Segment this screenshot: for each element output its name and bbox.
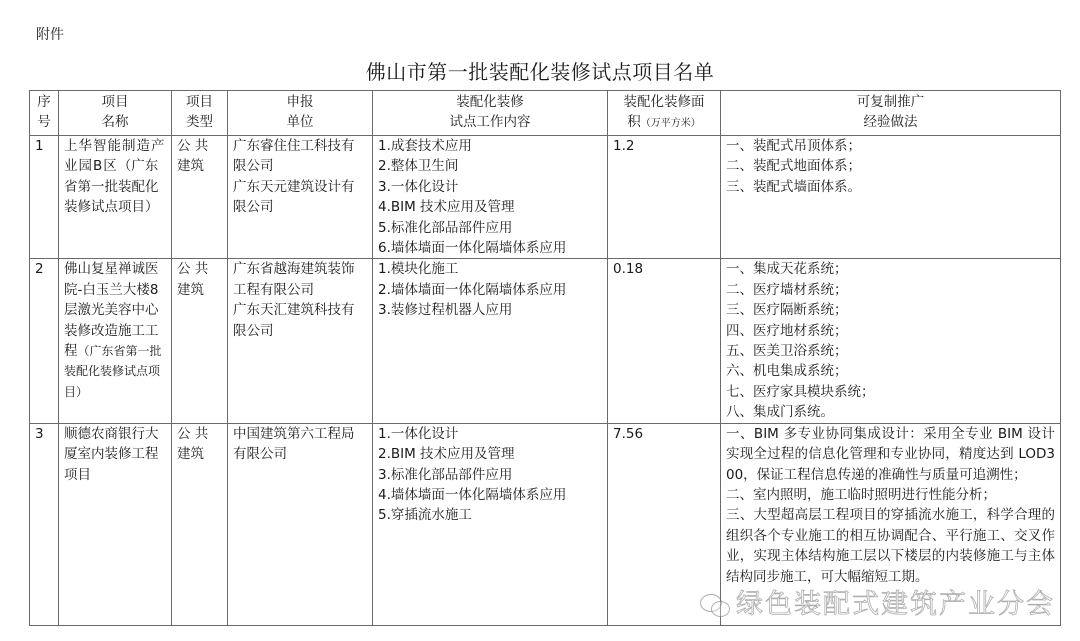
header-content [373,91,608,136]
cell-type [172,259,228,423]
header-type [172,91,228,136]
cell-units [228,259,373,423]
cell-seq: 2 [30,259,59,423]
header-type-line2: 类型 [186,114,213,130]
content-item: 3.标准化部品部件应用 [378,466,513,483]
project-name-note: （广东省第一批装配化装修试点项目） [64,158,159,216]
cell-name [59,423,172,625]
header-seq-line1: 序 [37,94,51,110]
header-content-line2: 试点工作内容 [449,114,531,130]
cell-content [373,136,608,259]
content-item: 1.一体化设计 [378,425,459,442]
content-item: 4.墙体墙面一体化隔墙体系应用 [378,486,567,503]
experience-item: 一、集成天花系统； [726,261,848,278]
unit-item: 中国建筑第六工程局有限公司 [233,425,355,463]
header-unit-line2: 单位 [286,114,314,130]
cell-type [172,136,228,259]
header-name-line2: 名称 [101,114,129,130]
cell-experience [721,136,1061,259]
header-experience [721,91,1061,136]
content-item: 5.标准化部品部件应用 [378,219,513,236]
content-item: 2.BIM 技术应用及管理 [378,446,515,463]
cell-name [59,136,172,259]
experience-item: 三、装配式墙面体系。 [726,178,861,195]
project-name-note: （广东省第一批装配化装修试点项目） [64,344,162,399]
experience-item: 四、医疗地材系统； [726,322,848,339]
header-area [608,91,721,136]
header-unit [228,91,373,136]
project-type: 公 共 建筑 [177,425,209,463]
cell-units [228,423,373,625]
document-title: 佛山市第一批装配化装修试点项目名单 [365,60,715,84]
table-row [30,423,1061,625]
content-item: 2.墙体墙面一体化隔墙体系应用 [378,281,567,298]
cell-seq: 3 [30,423,59,625]
experience-item: 二、室内照明，施工临时照明进行性能分析； [726,486,996,503]
unit-item: 广东省越海建筑装饰工程有限公司 [233,261,355,298]
experience-item: 八、集成门系统。 [726,404,834,421]
experience-item: 一、装配式吊顶体系； [726,138,861,154]
header-seq [30,91,59,136]
cell-content [373,259,608,423]
content-item: 2.整体卫生间 [378,158,459,175]
experience-item: 六、机电集成系统； [726,363,848,380]
header-name [59,91,172,136]
cell-type [172,423,228,625]
content-item: 3.装修过程机器人应用 [378,302,513,319]
experience-item: 五、医美卫浴系统； [726,343,848,360]
table-header-row [30,91,1061,136]
project-name: 顺德农商银行大厦室内装修工程项目 [64,425,159,483]
header-type-line1: 项目 [186,94,213,110]
content-item: 6.墙体墙面一体化隔墙体系应用 [378,240,567,257]
header-name-line1: 项目 [101,94,129,110]
project-type: 公 共 建筑 [177,138,209,175]
header-experience-line1: 可复制推广 [856,94,925,110]
header-area-word: 积 [627,114,641,130]
header-area-line1: 装配化装修面 [623,94,705,110]
unit-item: 广东天汇建筑科技有限公司 [233,302,355,339]
experience-item: 一、BIM 多专业协同集成设计：采用全专业 BIM 设计实现全过程的信息化管理和专业协同，精度达到 LOD300，保证工程信息传递的准确性与质量可追溯性； [726,425,1055,483]
experience-item: 三、大型超高层工程项目的穿插流水施工，科学合理的组织各个专业施工的相互协调配合、平行施工、交叉作业，实现主体结构施工层以下楼层的内装修施工与主体结构同步施工，可大幅缩短工期。 [726,507,1055,585]
header-content-line1: 装配化装修 [456,94,524,110]
unit-item: 广东睿住住工科技有限公司 [233,138,355,175]
cell-name [59,259,172,423]
watermark-text: 绿色装配式建筑产业分会 [736,589,1055,620]
cell-content [373,423,608,625]
cell-experience [721,423,1061,625]
content-item: 1.模块化施工 [378,261,459,278]
header-experience-line2: 经验做法 [863,114,918,130]
pilot-project-table [29,90,1061,626]
project-type: 公 共 建筑 [177,261,209,298]
experience-item: 二、医疗墙材系统； [726,281,848,298]
content-item: 4.BIM 技术应用及管理 [378,199,515,216]
experience-item: 二、装配式地面体系； [726,158,861,175]
header-area-line2 [612,112,716,134]
cell-area: 7.56 [608,423,721,625]
experience-item: 三、医疗隔断系统； [726,302,848,319]
content-item: 3.一体化设计 [378,178,459,195]
cell-area: 0.18 [608,259,721,423]
table-row [30,259,1061,423]
project-name: 佛山复星禅诚医院-白玉兰大楼8层激光美容中心装修改造施工工程 [64,261,159,360]
cell-seq: 1 [30,136,59,259]
table-row [30,136,1061,259]
header-unit-line1: 申报 [286,94,314,110]
header-seq-line2: 号 [37,114,51,130]
content-item: 5.穿插流水施工 [378,507,472,524]
cell-units [228,136,373,259]
cell-area: 1.2 [608,136,721,259]
header-area-unit: （万平方米） [640,118,701,129]
content-item: 1.成套技术应用 [378,138,472,154]
attachment-label: 附件 [36,27,64,43]
project-name: 上华智能制造产业园B区 [64,138,166,175]
unit-item: 广东天元建筑设计有限公司 [233,178,355,216]
cell-experience [721,259,1061,423]
experience-item: 七、医疗家具模块系统； [726,383,875,400]
